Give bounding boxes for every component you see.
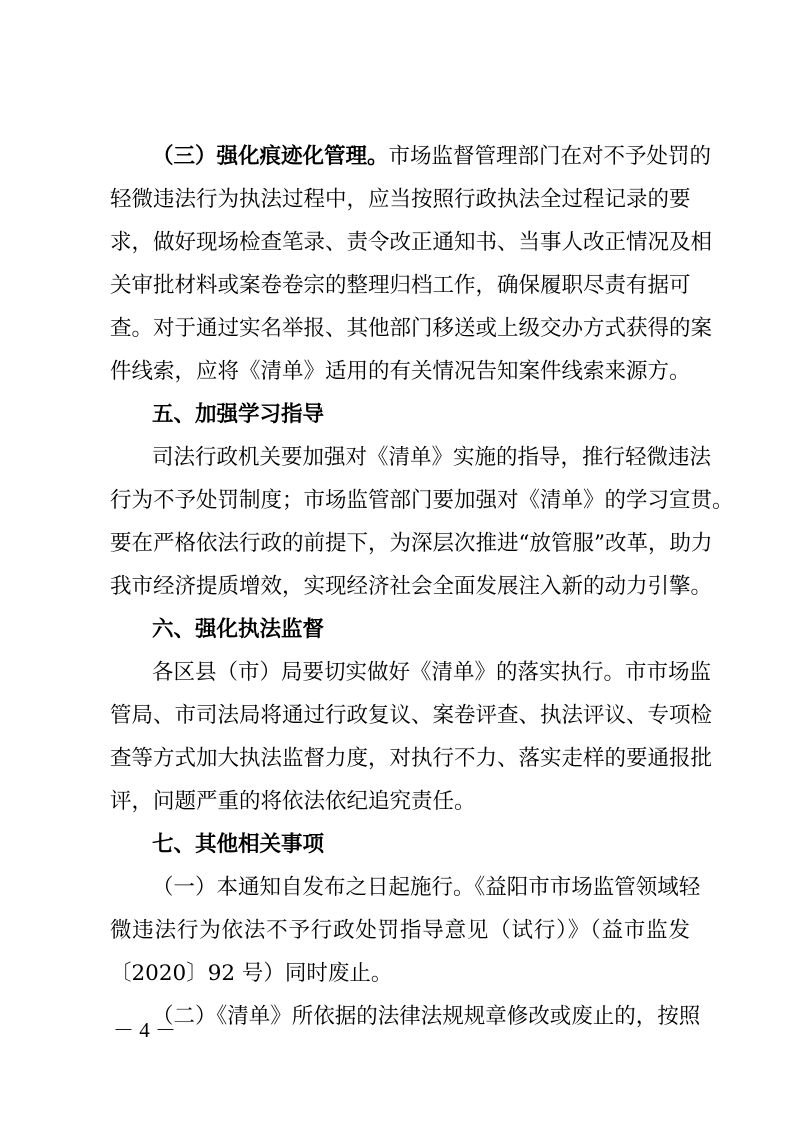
paragraph-line: 求，做好现场检查笔录、责令改正通知书、当事人改正情况及相 <box>110 230 713 255</box>
section-heading: 七、其他相关事项 <box>152 832 325 857</box>
paragraph-line: 管局、市司法局将通过行政复议、案卷评查、执法评议、专项检 <box>110 703 713 728</box>
paragraph-line: （一）本通知自发布之日起施行。《益阳市市场监管领域轻 <box>152 875 701 900</box>
section-heading: 六、强化执法监督 <box>152 617 325 642</box>
page-number: － 4 － <box>113 1018 176 1042</box>
paragraph-line: 微违法行为依法不予行政处罚指导意见（试行）》（益市监发 <box>110 918 690 943</box>
section-heading: 五、加强学习指导 <box>152 402 325 427</box>
paragraph-line: 查。对于通过实名举报、其他部门移送或上级交办方式获得的案 <box>110 316 713 341</box>
paragraph-line: 要在严格依法行政的前提下，为深层次推进“放管服”改革，助力 <box>110 531 713 556</box>
paragraph-line: 司法行政机关要加强对《清单》实施的指导，推行轻微违法 <box>152 445 712 470</box>
paragraph-line: 各区县（市）局要切实做好《清单》的落实执行。市市场监 <box>152 660 712 685</box>
paragraph-line: 行为不予处罚制度；市场监管部门要加强对《清单》的学习宣贯。 <box>110 488 734 513</box>
paragraph-line: 关审批材料或案卷卷宗的整理归档工作，确保履职尽责有据可 <box>110 273 691 298</box>
paragraph-line: 〔2020〕92 号）同时废止。 <box>110 961 393 986</box>
paragraph-line: 轻微违法行为执法过程中，应当按照行政执法全过程记录的要 <box>110 187 691 212</box>
paragraph-line: 查等方式加大执法监督力度，对执行不力、落实走样的要通报批 <box>110 746 713 771</box>
paragraph-line: （三）强化痕迹化管理。市场监督管理部门在对不予处罚的 <box>152 144 712 169</box>
paragraph-line: （二）《清单》所依据的法律法规规章修改或废止的，按照 <box>152 1004 701 1029</box>
paragraph-line: 我市经济提质增效，实现经济社会全面发展注入新的动力引擎。 <box>110 574 713 599</box>
paragraph-line: 评，问题严重的将依法依纪追究责任。 <box>110 789 476 814</box>
paragraph-line: 件线索，应将《清单》适用的有关情况告知案件线索来源方。 <box>110 359 691 384</box>
subsection-title: （三）强化痕迹化管理。 <box>152 144 389 169</box>
